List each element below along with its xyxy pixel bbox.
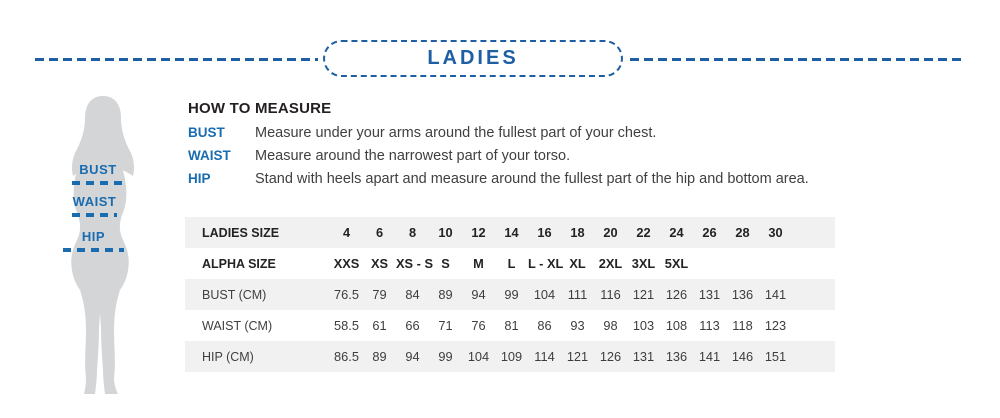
hip-instruction: Stand with heels apart and measure around the fullest part of the hip and bottom area. bbox=[255, 171, 809, 187]
bust-label: BUST bbox=[188, 125, 225, 140]
size-cell: 81 bbox=[504, 318, 519, 333]
size-cell: 121 bbox=[632, 287, 655, 302]
size-cell: L - XL bbox=[528, 256, 564, 271]
size-cell: 66 bbox=[405, 318, 420, 333]
size-cell: 126 bbox=[665, 287, 688, 302]
waist-label: WAIST bbox=[188, 148, 231, 163]
size-cell: 61 bbox=[372, 318, 387, 333]
how-to-measure-item bbox=[188, 148, 888, 164]
size-cell: 104 bbox=[533, 287, 556, 302]
size-cell: 84 bbox=[405, 287, 420, 302]
table-row bbox=[185, 248, 835, 279]
table-row bbox=[185, 310, 835, 341]
size-table-body bbox=[185, 217, 835, 372]
size-cell: 14 bbox=[504, 225, 519, 240]
how-to-measure-item bbox=[188, 125, 888, 141]
size-table bbox=[185, 217, 835, 372]
figure-hip-label: HIP bbox=[81, 229, 106, 244]
size-cell: 118 bbox=[732, 318, 753, 333]
size-cell: 12 bbox=[471, 225, 486, 240]
spacer-cell bbox=[792, 248, 835, 279]
spacer-cell bbox=[792, 341, 835, 372]
size-cell: 103 bbox=[632, 318, 655, 333]
female-silhouette-image bbox=[40, 88, 185, 403]
size-cell: 8 bbox=[408, 225, 417, 240]
size-cell: 136 bbox=[665, 349, 688, 364]
size-cell: S bbox=[441, 256, 450, 271]
row-label: BUST (CM) bbox=[202, 287, 267, 302]
size-cell: 109 bbox=[500, 349, 523, 364]
size-cell: 114 bbox=[534, 349, 555, 364]
size-cell: 151 bbox=[764, 349, 787, 364]
size-cell: 98 bbox=[603, 318, 618, 333]
size-cell: XS - S bbox=[396, 256, 433, 271]
size-cell: 22 bbox=[636, 225, 651, 240]
how-to-measure-title: HOW TO MEASURE bbox=[188, 100, 332, 117]
size-cell: 104 bbox=[467, 349, 490, 364]
spacer-cell bbox=[792, 310, 835, 341]
size-cell: 121 bbox=[566, 349, 589, 364]
waist-instruction: Measure around the narrowest part of your torso. bbox=[255, 148, 571, 164]
size-cell bbox=[759, 248, 792, 279]
row-label: HIP (CM) bbox=[202, 349, 254, 364]
size-cell: 123 bbox=[764, 318, 787, 333]
how-to-measure-section bbox=[188, 100, 888, 187]
size-cell: 5XL bbox=[664, 256, 689, 271]
size-cell: 99 bbox=[504, 287, 519, 302]
size-cell: 10 bbox=[438, 225, 453, 240]
size-cell: 4 bbox=[342, 225, 351, 240]
size-cell: 136 bbox=[731, 287, 754, 302]
header-dashed-line-left bbox=[35, 58, 318, 61]
figure-bust-label: BUST bbox=[79, 162, 117, 177]
size-cell: 20 bbox=[603, 225, 618, 240]
size-cell: 6 bbox=[375, 225, 384, 240]
size-cell: L bbox=[507, 256, 516, 271]
figure-waist-label: WAIST bbox=[72, 194, 117, 209]
row-label: LADIES SIZE bbox=[202, 225, 280, 240]
header-dashed-line-right bbox=[630, 58, 965, 61]
size-cell: 58.5 bbox=[334, 318, 359, 333]
row-label: ALPHA SIZE bbox=[202, 256, 276, 271]
spacer-cell bbox=[792, 279, 835, 310]
measurement-figure bbox=[40, 88, 185, 403]
hip-label: HIP bbox=[188, 171, 211, 186]
size-cell: 146 bbox=[731, 349, 754, 364]
size-cell: 26 bbox=[702, 225, 717, 240]
size-cell: 94 bbox=[405, 349, 420, 364]
size-cell: 126 bbox=[599, 349, 622, 364]
figure-hip-dashed-line bbox=[63, 248, 124, 252]
size-cell: 30 bbox=[768, 225, 783, 240]
size-cell: 99 bbox=[438, 349, 453, 364]
size-cell: 28 bbox=[735, 225, 750, 240]
size-cell: 86 bbox=[537, 318, 552, 333]
figure-waist-dashed-line bbox=[72, 213, 117, 217]
how-to-measure-item bbox=[188, 171, 888, 187]
size-cell: 116 bbox=[600, 287, 621, 302]
size-cell: M bbox=[473, 256, 484, 271]
size-cell: 71 bbox=[438, 318, 453, 333]
size-cell: 111 bbox=[567, 287, 588, 302]
size-cell: 16 bbox=[537, 225, 552, 240]
table-row bbox=[185, 217, 835, 248]
size-cell: 108 bbox=[665, 318, 688, 333]
size-cell bbox=[726, 248, 759, 279]
size-cell: 3XL bbox=[631, 256, 656, 271]
size-cell: 18 bbox=[570, 225, 585, 240]
size-cell: 86.5 bbox=[334, 349, 359, 364]
size-cell: 24 bbox=[669, 225, 684, 240]
table-row bbox=[185, 279, 835, 310]
size-cell: 76.5 bbox=[334, 287, 359, 302]
size-cell: 2XL bbox=[598, 256, 623, 271]
size-cell: 113 bbox=[699, 318, 720, 333]
size-cell: 89 bbox=[372, 349, 387, 364]
size-cell: 93 bbox=[570, 318, 585, 333]
size-cell: 141 bbox=[698, 349, 721, 364]
ladies-header-pill bbox=[323, 40, 623, 77]
size-cell: 76 bbox=[471, 318, 486, 333]
spacer-cell bbox=[792, 217, 835, 248]
page-title: LADIES bbox=[427, 47, 519, 69]
bust-instruction: Measure under your arms around the fullest part of your chest. bbox=[255, 125, 657, 141]
size-cell: 131 bbox=[698, 287, 721, 302]
row-label: WAIST (CM) bbox=[202, 318, 273, 333]
size-cell: 79 bbox=[372, 287, 387, 302]
table-row bbox=[185, 341, 835, 372]
size-cell: 94 bbox=[471, 287, 486, 302]
size-cell: 131 bbox=[632, 349, 655, 364]
figure-bust-dashed-line bbox=[72, 181, 124, 185]
size-cell: XL bbox=[569, 256, 586, 271]
size-cell bbox=[693, 248, 726, 279]
size-cell: XS bbox=[370, 256, 389, 271]
size-cell: XXS bbox=[333, 256, 360, 271]
size-cell: 141 bbox=[764, 287, 787, 302]
size-cell: 89 bbox=[438, 287, 453, 302]
